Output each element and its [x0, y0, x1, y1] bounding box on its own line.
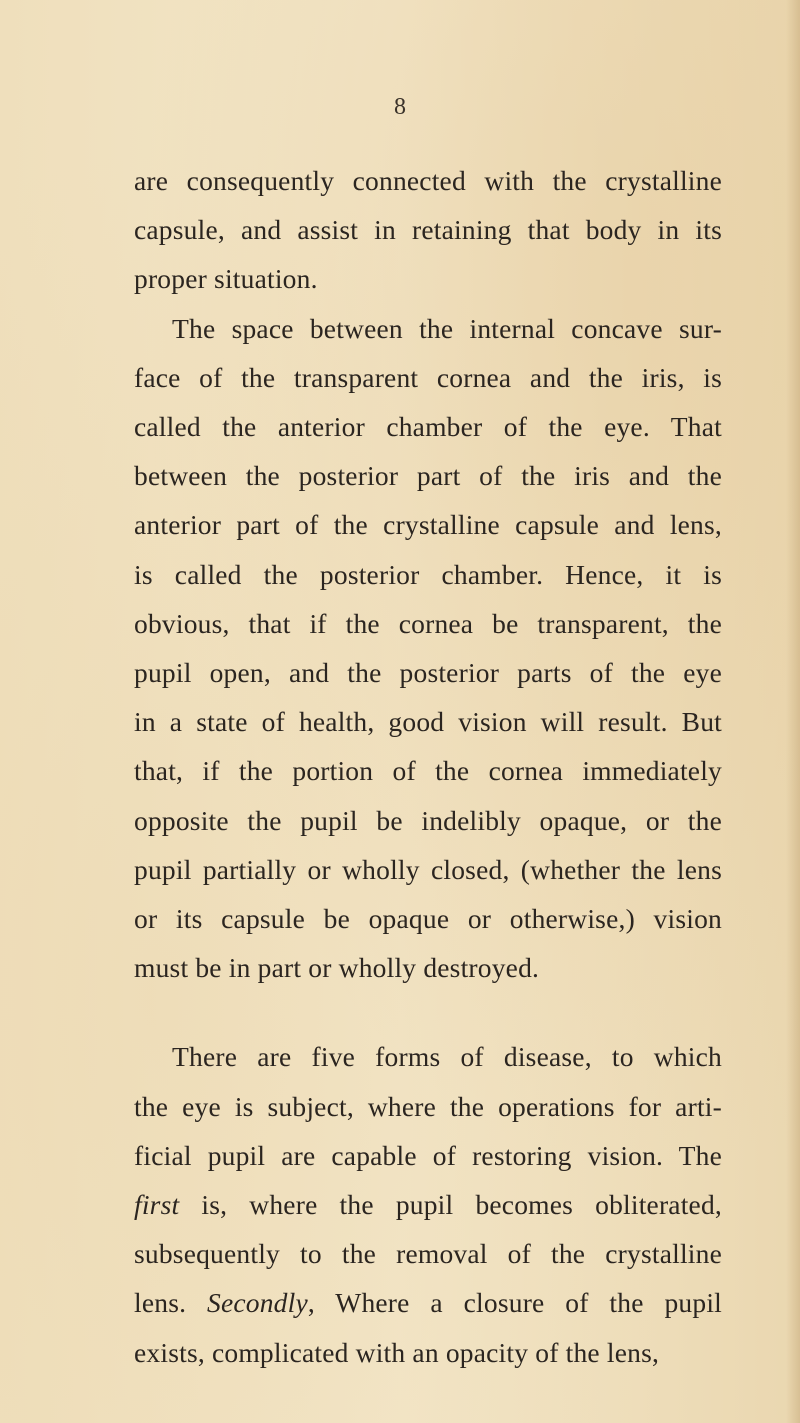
text-line: is called the posterior chamber. Hence, it is — [134, 558, 722, 590]
paragraph-spacer — [134, 992, 722, 1032]
text-line: pupil open, and the posterior parts of the eye — [134, 657, 722, 689]
line-rest: , Where a closure of the pupil — [307, 1287, 722, 1319]
text-line: or its capsule be opaque or otherwise,) vision — [134, 903, 722, 935]
line-rest: is, where the pupil becomes obliterated, — [179, 1189, 722, 1221]
text-line: the eye is subject, where the operations for arti- — [134, 1090, 722, 1122]
text-line: proper situation. — [134, 263, 318, 295]
paragraph-2 — [134, 304, 722, 993]
text-line: must be in part or wholly destroyed. — [134, 952, 540, 984]
line-start: lens. — [134, 1287, 208, 1319]
text-line: are consequently connected with the crystalline — [134, 165, 722, 196]
text-line: capsule, and assist in retaining that body in its — [134, 214, 722, 246]
text-line: anterior part of the crystalline capsule and lens, — [134, 509, 722, 541]
text-line: obvious, that if the cornea be transparent, the — [134, 607, 722, 639]
emphasis-first: first — [134, 1189, 180, 1221]
text-line-with-emphasis — [134, 1278, 722, 1327]
text-line: subsequently to the removal of the crystalline — [134, 1238, 722, 1270]
text-line: exists, complicated with an opacity of the lens, — [134, 1336, 660, 1368]
text-line: ficial pupil are capable of restoring vision. The — [134, 1139, 722, 1171]
text-line: pupil partially or wholly closed, (whether the lens — [134, 853, 722, 885]
text-line-with-emphasis — [134, 1180, 722, 1229]
text-line: between the posterior part of the iris and the — [134, 460, 722, 492]
text-line: in a state of health, good vision will result. But — [134, 706, 722, 738]
text-line: called the anterior chamber of the eye. That — [134, 411, 722, 443]
page-number: 8 — [394, 94, 406, 120]
body-text — [134, 156, 722, 1377]
page-edge-shadow — [786, 0, 800, 1423]
paragraph-1 — [134, 156, 722, 304]
text-line: There are five forms of disease, to which — [172, 1041, 722, 1073]
text-line: that, if the portion of the cornea immediately — [134, 755, 722, 787]
text-line: opposite the pupil be indelibly opaque, or the — [134, 804, 722, 836]
text-line: The space between the internal concave sur- — [172, 312, 722, 344]
text-line: face of the transparent cornea and the iris, is — [134, 361, 722, 393]
emphasis-secondly: Secondly — [207, 1287, 308, 1319]
paragraph-3 — [134, 1032, 722, 1376]
